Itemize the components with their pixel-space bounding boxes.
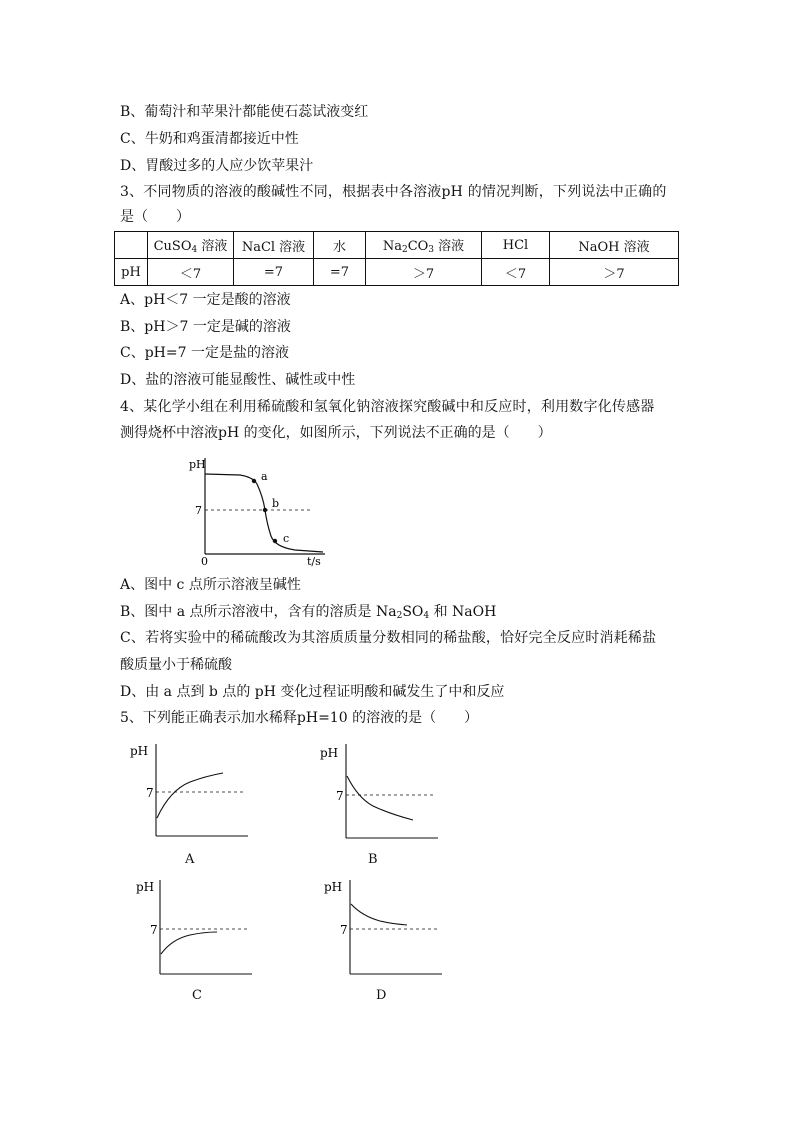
caption-b: B xyxy=(368,852,378,867)
table-header-cell: HCl xyxy=(482,232,550,259)
table-cell: ＜7 xyxy=(482,259,550,286)
option-c-q3: C、pH=7 一定是盐的溶液 xyxy=(120,345,289,361)
table-header-cell: NaOH 溶液 xyxy=(550,232,679,259)
point-a-label: a xyxy=(261,470,268,483)
y-axis-label: pH xyxy=(130,744,149,758)
y-axis-label: pH xyxy=(136,880,155,894)
y-axis-label: pH xyxy=(320,746,339,760)
option-d-q3: D、盐的溶液可能显酸性、碱性或中性 xyxy=(120,372,356,388)
option-a-q4: A、图中 c 点所示溶液呈碱性 xyxy=(120,577,301,593)
table-corner-cell xyxy=(115,232,148,259)
ph-table xyxy=(114,231,679,286)
table-cell: =7 xyxy=(234,259,314,286)
ph-curve xyxy=(161,932,217,954)
ph-curve xyxy=(347,776,413,820)
table-cell: =7 xyxy=(314,259,366,286)
caption-d: D xyxy=(376,988,387,1003)
ph-curve xyxy=(157,773,223,818)
y-axis-label: pH xyxy=(324,880,343,894)
option-b-q4: B、图中 a 点所示溶液中，含有的溶质是 $Na_2SO_4$ 和 NaOH xyxy=(120,604,497,621)
caption-c: C xyxy=(192,988,202,1003)
option-c-q4-line1: C、若将实验中的稀硫酸改为其溶质质量分数相同的稀盐酸，恰好完全反应时消耗稀盐 xyxy=(120,630,657,646)
option-c-q2: C、牛奶和鸡蛋清都接近中性 xyxy=(120,131,299,147)
graph-option-b xyxy=(318,740,443,840)
ph7-tick-label: 7 xyxy=(146,786,154,800)
table-header-cell: CuSO$_4$ 溶液 xyxy=(148,232,234,259)
x-axis-label: t/s xyxy=(307,555,321,568)
y-axis-label: pH xyxy=(189,458,206,471)
question-3-line2: 是（ ） xyxy=(120,209,190,225)
point-c-label: c xyxy=(283,532,290,545)
graph-option-c xyxy=(132,876,257,978)
origin-label: 0 xyxy=(201,555,208,568)
point-c-marker xyxy=(273,539,277,543)
ph7-tick-label: 7 xyxy=(336,789,344,803)
option-d-q4: D、由 a 点到 b 点的 pH 变化过程证明酸和碱发生了中和反应 xyxy=(120,684,505,700)
option-b-q3: B、pH＞7 一定是碱的溶液 xyxy=(120,319,291,335)
table-header-cell: NaCl 溶液 xyxy=(234,232,314,259)
table-cell: ＞7 xyxy=(550,259,679,286)
option-d-q2: D、胃酸过多的人应少饮苹果汁 xyxy=(120,158,314,174)
question-4-line2: 测得烧杯中溶液pH 的变化，如图所示，下列说法不正确的是（ ） xyxy=(120,425,552,441)
table-cell: ＜7 xyxy=(148,259,234,286)
ph7-tick-label: 7 xyxy=(340,923,348,937)
option-b-q2: B、葡萄汁和苹果汁都能使石蕊试液变红 xyxy=(120,104,369,120)
question-5: 5、下列能正确表示加水稀释pH=10 的溶液的是（ ） xyxy=(120,710,479,726)
table-cell: ＞7 xyxy=(366,259,482,286)
question-3-line1: 3、不同物质的溶液的酸碱性不同，根据表中各溶液pH 的情况判断，下列说法中正确的 xyxy=(120,184,667,200)
table-row-header: pH xyxy=(115,259,148,286)
option-c-q4-line2: 酸质量小于稀硫酸 xyxy=(120,657,232,673)
titration-ph-graph xyxy=(185,452,335,570)
graph-option-a xyxy=(128,740,253,840)
question-4-line1: 4、某化学小组在利用稀硫酸和氢氧化钠溶液探究酸碱中和反应时，利用数字化传感器 xyxy=(120,399,655,415)
ph7-tick-label: 7 xyxy=(195,504,202,517)
option-a-q3: A、pH＜7 一定是酸的溶液 xyxy=(120,292,291,308)
table-header-cell: $Na_2CO_3$ 溶液 xyxy=(366,232,482,259)
ph-curve xyxy=(205,474,323,552)
point-b-label: b xyxy=(272,497,280,510)
graph-option-d xyxy=(322,876,447,978)
point-b-marker xyxy=(263,508,267,512)
ph7-tick-label: 7 xyxy=(150,923,158,937)
ph-curve xyxy=(351,904,407,925)
table-header-cell: 水 xyxy=(314,232,366,259)
table-value-row xyxy=(115,259,679,286)
point-a-marker xyxy=(252,479,256,483)
table-header-row xyxy=(115,232,679,259)
caption-a: A xyxy=(185,852,195,867)
